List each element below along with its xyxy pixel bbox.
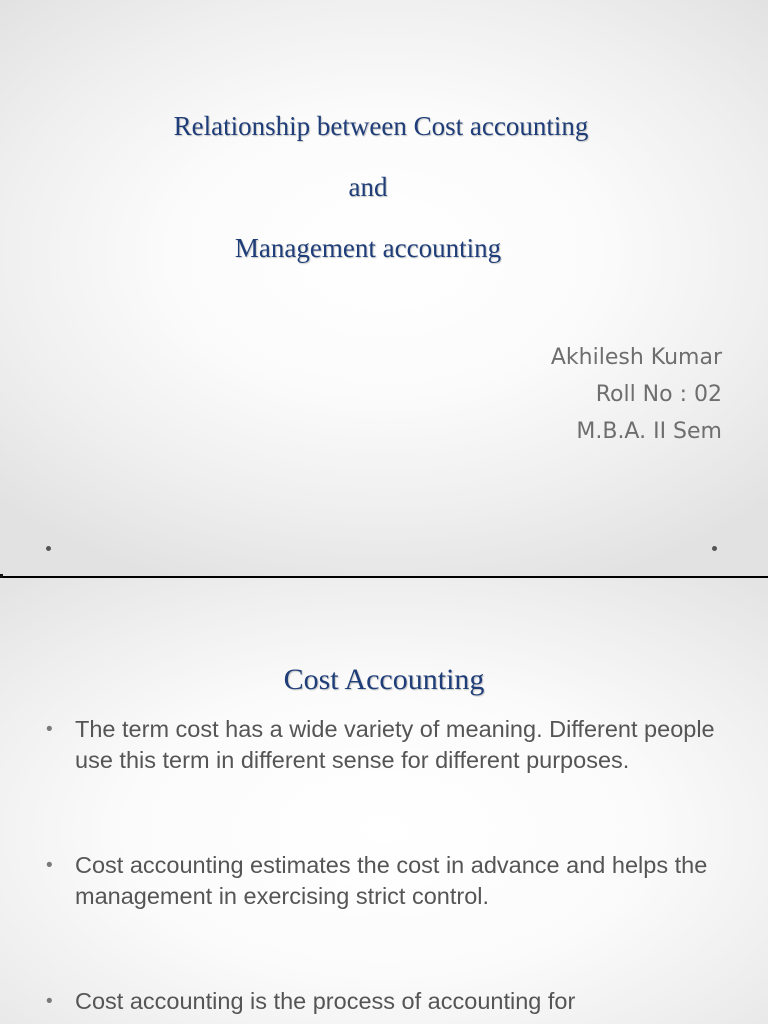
program-semester: M.B.A. II Sem — [576, 419, 722, 444]
bullet-marker: • — [46, 991, 53, 1012]
bullet-item — [46, 714, 726, 776]
bullet-marker: • — [46, 719, 53, 740]
slide-title-line-2: and — [348, 172, 388, 202]
author-name: Akhilesh Kumar — [550, 345, 722, 370]
roll-number: Roll No : 02 — [595, 382, 722, 407]
bullet-item — [46, 850, 726, 912]
slide-title-line-1: Relationship between Cost accounting — [173, 111, 589, 141]
bullet-text: Cost accounting estimates the cost in advance and helps the management in exercising strict control. — [75, 852, 708, 909]
bullet-marker: • — [46, 855, 53, 876]
bullet-text: The term cost has a wide variety of meaning. Different people use this term in different sense for different purposes. — [75, 716, 715, 773]
bullet-text: Cost accounting is the process of accounting for — [75, 988, 576, 1014]
slide-title-line-3: Management accounting — [234, 233, 502, 263]
slide-heading: Cost Accounting — [283, 663, 485, 696]
decorative-dot-right — [712, 546, 717, 551]
slide-2 — [0, 578, 768, 1024]
decorative-dot-left — [46, 546, 51, 551]
bullet-item — [46, 986, 726, 1017]
